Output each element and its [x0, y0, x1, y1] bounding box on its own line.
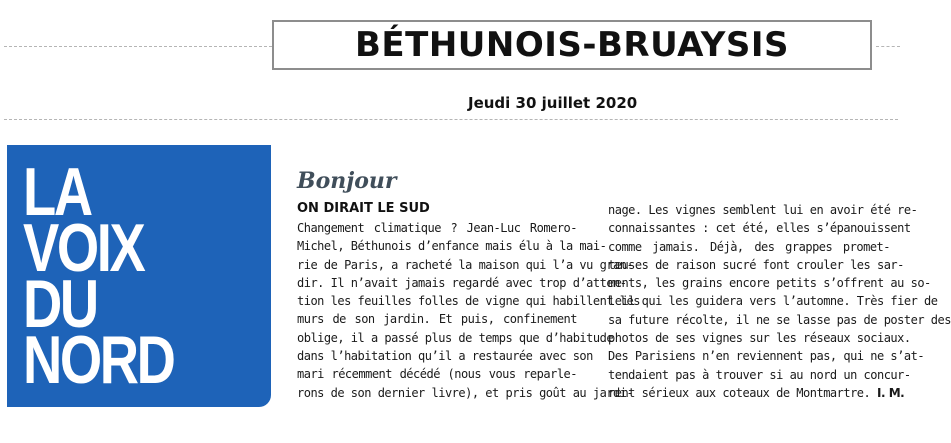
text-line: oblige, il a passé plus de temps que d’habitude [297, 330, 614, 345]
text-line: rie de Paris, a racheté la maison qui l’a vu gran- [297, 257, 634, 272]
text-line: tion les feuilles folles de vigne qui habillent les [297, 294, 640, 309]
text-line: rons de son dernier livre), et pris goût au jardi- [297, 385, 634, 400]
text-line: photos de ses vignes sur les réseaux sociaux. [608, 331, 911, 346]
text-line: comme jamais. Déjà, des grappes promet- [608, 239, 890, 254]
text-line: leil qui les guidera vers l’automne. Très fier de [608, 294, 938, 309]
publication-date: Jeudi 30 juillet 2020 [468, 94, 638, 112]
article-rubric: Bonjour [297, 168, 397, 194]
author-initials: I. M. [877, 385, 905, 400]
header-rule-left [4, 46, 272, 47]
logo-line-voix: VOIX [23, 210, 144, 286]
newspaper-logo [7, 145, 271, 407]
text-line: sa future récolte, il ne se lasse pas de poster des [608, 312, 951, 327]
text-line: rent sérieux aux coteaux de Montmartre. [608, 385, 871, 400]
text-line-final [608, 384, 905, 402]
text-line: murs de son jardin. Et puis, confinement [297, 312, 577, 327]
text-line: Des Parisiens n’en reviennent pas, qui ne s’at- [608, 349, 925, 364]
text-line: connaissantes : cet été, elles s’épanouissent [608, 221, 911, 236]
text-line: ments, les grains encore petits s’offrent au so- [608, 276, 931, 291]
text-line: teuses de raison sucré font crouler les sar- [608, 257, 904, 272]
text-line: tendaient pas à trouver si au nord un concur- [608, 367, 911, 382]
article-column-2 [608, 201, 951, 402]
section-title-box [272, 20, 872, 70]
text-line: dir. Il n’avait jamais regardé avec trop d’atten- [297, 275, 627, 290]
header-rule-right [876, 46, 900, 47]
logo-line-du: DU [23, 266, 97, 342]
text-line: Michel, Béthunois d’enfance mais élu à la mai- [297, 239, 607, 254]
text-line: dans l’habitation qu’il a restaurée avec son [297, 349, 593, 364]
logo-line-la: LA [23, 154, 91, 230]
header-rule-bottom [4, 119, 898, 120]
logo-line-nord: NORD [23, 322, 174, 398]
article-column-1 [297, 219, 640, 402]
text-line: Changement climatique ? Jean-Luc Romero- [297, 221, 577, 235]
article-headline: ON DIRAIT LE SUD [297, 201, 430, 216]
text-line: mari récemment décédé (nous vous reparle- [297, 367, 577, 382]
section-title: BÉTHUNOIS-BRUAYSIS [355, 25, 789, 65]
text-line: nage. Les vignes semblent lui en avoir été re- [608, 203, 918, 217]
